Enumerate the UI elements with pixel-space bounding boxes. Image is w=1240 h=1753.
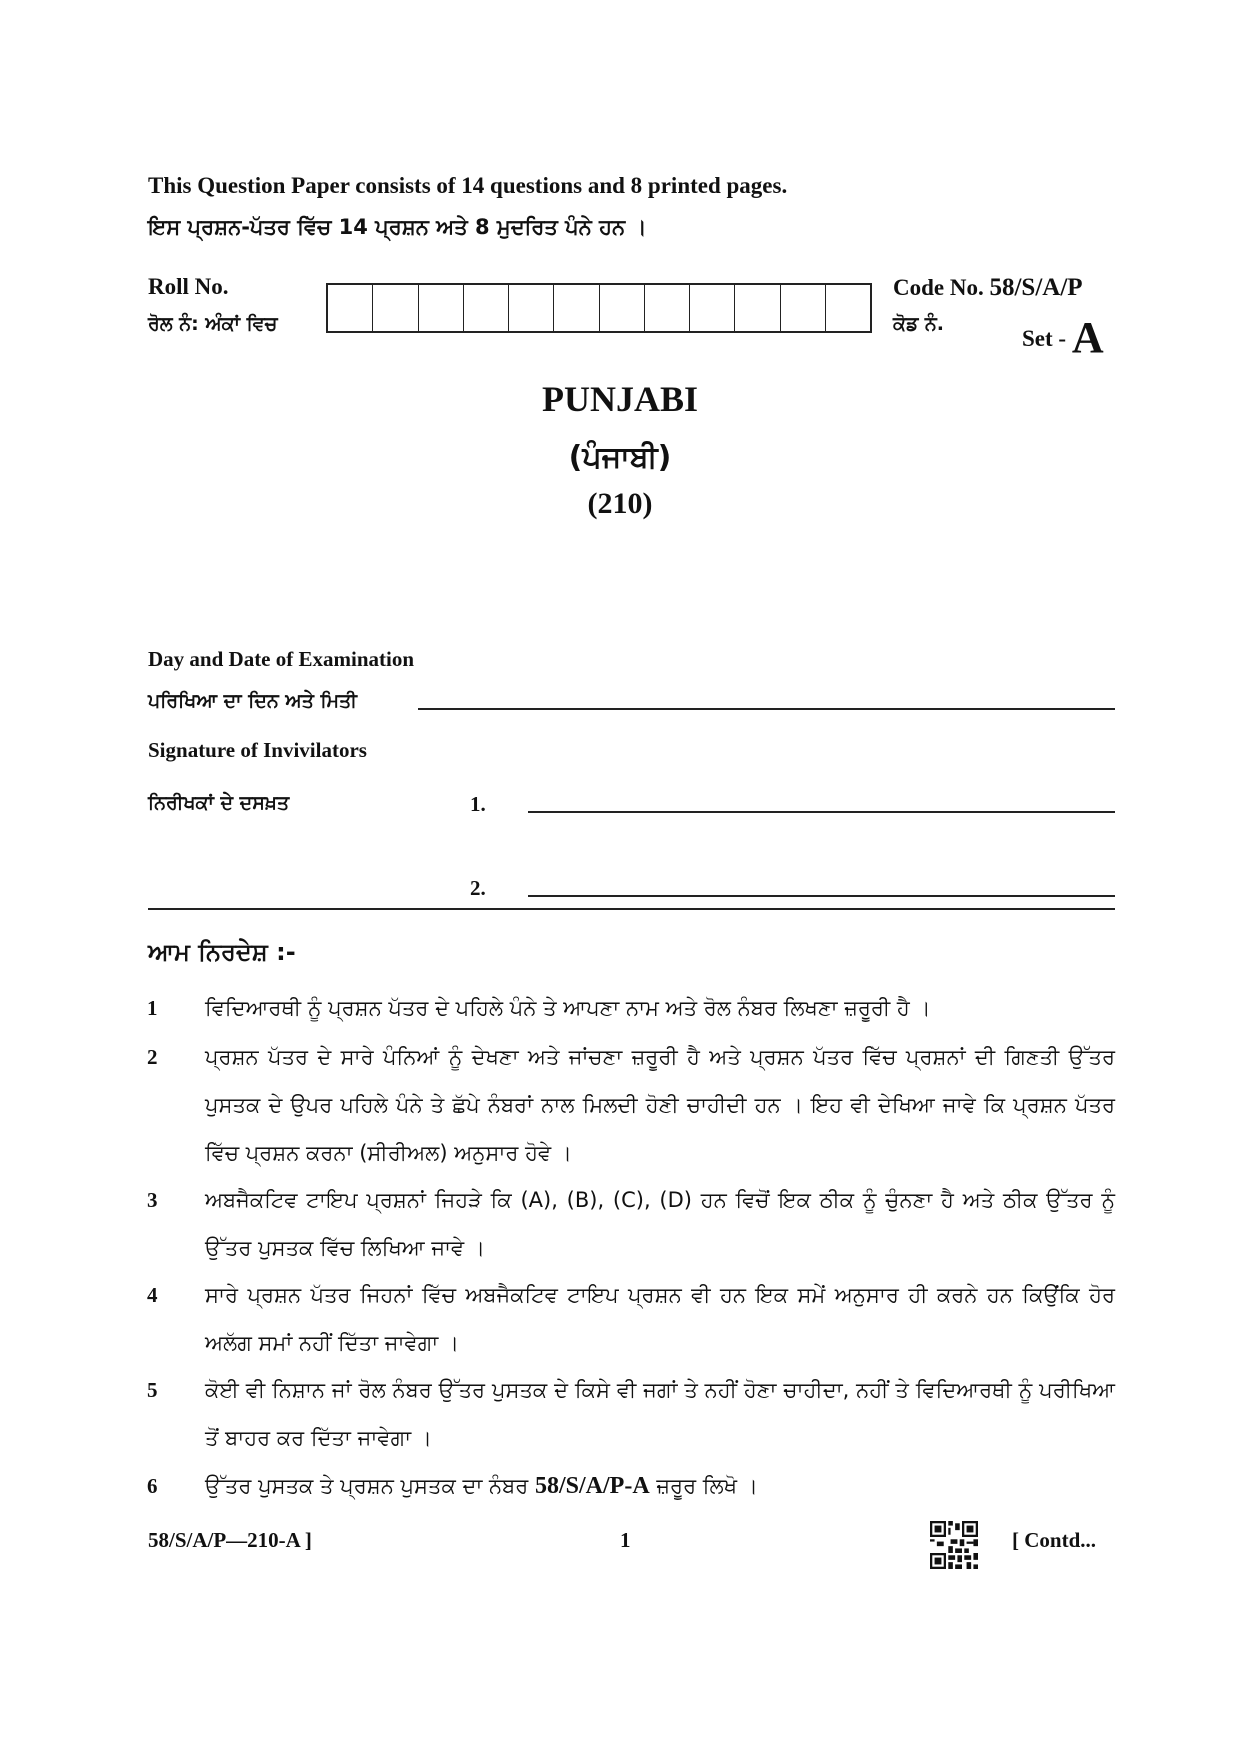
instruction-number: 3 [147, 1188, 158, 1212]
roll-number-cell[interactable] [645, 285, 690, 331]
instruction-text [205, 1462, 1115, 1510]
roll-label-punjabi: ਰੋਲ ਨੰ: ਅੰਕਾਂ ਵਿਚ [148, 313, 278, 335]
instruction-6-text-after: ਜ਼ਰੂਰ ਲਿਖੋ । [656, 1474, 758, 1498]
instruction-number: 6 [147, 1474, 158, 1498]
signature-2-line[interactable] [528, 895, 1115, 897]
instruction-text: ਕੋਈ ਵੀ ਨਿਸ਼ਾਨ ਜਾਂ ਰੋਲ ਨੰਬਰ ਉੱਤਰ ਪੁਸਤਕ ਦੇ ਕਿਸੇ ਵੀ ਜਗਾਂ ਤੇ ਨਹੀਂ ਹੋਣਾ ਚਾਹੀਦਾ, ਨਹੀਂ ਤੇ ਵਿਦਿਆਰਥੀ ਨੂੰ ਪਰੀਖਿਆ ਤੋਂ ਬਾਹਰ ਕਰ ਦਿੱਤਾ ਜਾਵੇਗਾ । [205, 1378, 1115, 1450]
signature-label-punjabi: ਨਿਰੀਖਕਾਂ ਦੇ ਦਸਖ਼ਤ [148, 792, 290, 814]
signature-1-number: 1. [470, 792, 486, 816]
roll-number-cell[interactable] [600, 285, 645, 331]
roll-number-cell[interactable] [826, 285, 870, 331]
subject-title-punjabi: (ਪੰਜਾਬੀ) [568, 440, 672, 475]
instruction-number: 4 [147, 1283, 158, 1307]
exam-date-label: Day and Date of Examination [148, 647, 415, 671]
instruction-number: 1 [147, 996, 158, 1020]
exam-date-line[interactable] [418, 708, 1115, 710]
signature-1-line[interactable] [528, 811, 1115, 813]
instruction-text: ਸਾਰੇ ਪ੍ਰਸ਼ਨ ਪੱਤਰ ਜਿਹਨਾਂ ਵਿੱਚ ਅਬਜੈਕਟਿਵ ਟਾਇਪ ਪ੍ਰਸ਼ਨ ਵੀ ਹਨ ਇਕ ਸਮੇਂ ਅਨੁਸਾਰ ਹੀ ਕਰਨੇ ਹਨ ਕਿਉਂਕਿ ਹੋਰ ਅਲੱਗ ਸਮਾਂ ਨਹੀਂ ਦਿੱਤਾ ਜਾਵੇਗਾ । [205, 1283, 1115, 1355]
paper-info-english: This Question Paper consists of 14 questions and 8 printed pages. [148, 173, 788, 198]
paper-info-punjabi: ਇਸ ਪ੍ਰਸ਼ਨ-ਪੱਤਰ ਵਿੱਚ 14 ਪ੍ਰਸ਼ਨ ਅਤੇ 8 ਮੁਦਰਿਤ ਪੰਨੇ ਹਨ । [148, 215, 647, 239]
instruction-number: 5 [147, 1378, 158, 1402]
continued-label: [ Contd... [1012, 1528, 1097, 1552]
instruction-6-code: 58/S/A/P-A [535, 1473, 650, 1499]
roll-number-cell[interactable] [554, 285, 599, 331]
instruction-text: ਵਿਦਿਆਰਥੀ ਨੂੰ ਪ੍ਰਸ਼ਨ ਪੱਤਰ ਦੇ ਪਹਿਲੇ ਪੰਨੇ ਤੇ ਆਪਣਾ ਨਾਮ ਅਤੇ ਰੋਲ ਨੰਬਰ ਲਿਖਣਾ ਜ਼ਰੂਰੀ ਹੈ । [205, 996, 931, 1020]
signature-label: Signature of Invivilators [148, 738, 367, 762]
instruction-text: ਅਬਜੈਕਟਿਵ ਟਾਇਪ ਪ੍ਰਸ਼ਨਾਂ ਜਿਹੜੇ ਕਿ (A), (B), (C), (D) ਹਨ ਵਿਚੋਂ ਇਕ ਠੀਕ ਨੂੰ ਚੁੰਨਣਾ ਹੈ ਅਤੇ ਠੀਕ ਉੱਤਰ ਨੂੰ ਉੱਤਰ ਪੁਸਤਕ ਵਿੱਚ ਲਿਖਿਆ ਜਾਵੇ । [205, 1188, 1115, 1260]
code-value: 58/S/A/P [989, 274, 1083, 301]
set-value: A [1071, 313, 1104, 362]
roll-number-cell[interactable] [419, 285, 464, 331]
page-number: 1 [620, 1528, 631, 1552]
roll-number-cell[interactable] [328, 285, 373, 331]
roll-number-cell[interactable] [373, 285, 418, 331]
signature-2-number: 2. [470, 876, 486, 900]
roll-number-cell[interactable] [690, 285, 735, 331]
instruction-6-text-before: ਉੱਤਰ ਪੁਸਤਕ ਤੇ ਪ੍ਰਸ਼ਨ ਪੁਸਤਕ ਦਾ ਨੰਬਰ [205, 1474, 529, 1498]
subject-code: (210) [587, 487, 653, 520]
roll-number-cell[interactable] [509, 285, 554, 331]
code-block [893, 274, 1083, 302]
footer-code: 58/S/A/P—210-A ] [148, 1528, 312, 1552]
code-label: Code No. [893, 275, 984, 300]
roll-number-cell[interactable] [781, 285, 826, 331]
set-label: Set - [1022, 326, 1067, 351]
roll-number-cell[interactable] [735, 285, 780, 331]
section-divider [148, 908, 1115, 910]
code-label-punjabi: ਕੋਡ ਨੰ. [893, 313, 945, 335]
instruction-number: 2 [147, 1045, 158, 1069]
roll-number-cell[interactable] [464, 285, 509, 331]
instruction-text: ਪ੍ਰਸ਼ਨ ਪੱਤਰ ਦੇ ਸਾਰੇ ਪੰਨਿਆਂ ਨੂੰ ਦੇਖਣਾ ਅਤੇ ਜਾਂਚਣਾ ਜ਼ਰੂਰੀ ਹੈ ਅਤੇ ਪ੍ਰਸ਼ਨ ਪੱਤਰ ਵਿੱਚ ਪ੍ਰਸ਼ਨਾਂ ਦੀ ਗਿਣਤੀ ਉੱਤਰ ਪੁਸਤਕ ਦੇ ਉਪਰ ਪਹਿਲੇ ਪੰਨੇ ਤੇ ਛੱਪੇ ਨੰਬਰਾਂ ਨਾਲ ਮਿਲਦੀ ਹੋਣੀ ਚਾਹੀਦੀ ਹਨ । ਇਹ ਵੀ ਦੇਖਿਆ ਜਾਵੇ ਕਿ ਪ੍ਰਸ਼ਨ ਪੱਤਰ ਵਿੱਚ ਪ੍ਰਸ਼ਨ ਕਰਨਾ (ਸੀਰੀਅਲ) ਅਨੁਸਾਰ ਹੋਵੇ । [205, 1045, 1115, 1165]
qr-code-icon [930, 1521, 978, 1569]
roll-label-english: Roll No. [148, 274, 229, 299]
instructions-heading: ਆਮ ਨਿਰਦੇਸ਼ :- [148, 938, 296, 966]
roll-number-boxes[interactable] [326, 283, 872, 333]
set-block [1022, 312, 1104, 363]
exam-date-label-punjabi: ਪਰਿਖਿਆ ਦਾ ਦਿਨ ਅਤੇ ਮਿਤੀ [148, 690, 358, 712]
subject-title: PUNJABI [541, 379, 698, 419]
